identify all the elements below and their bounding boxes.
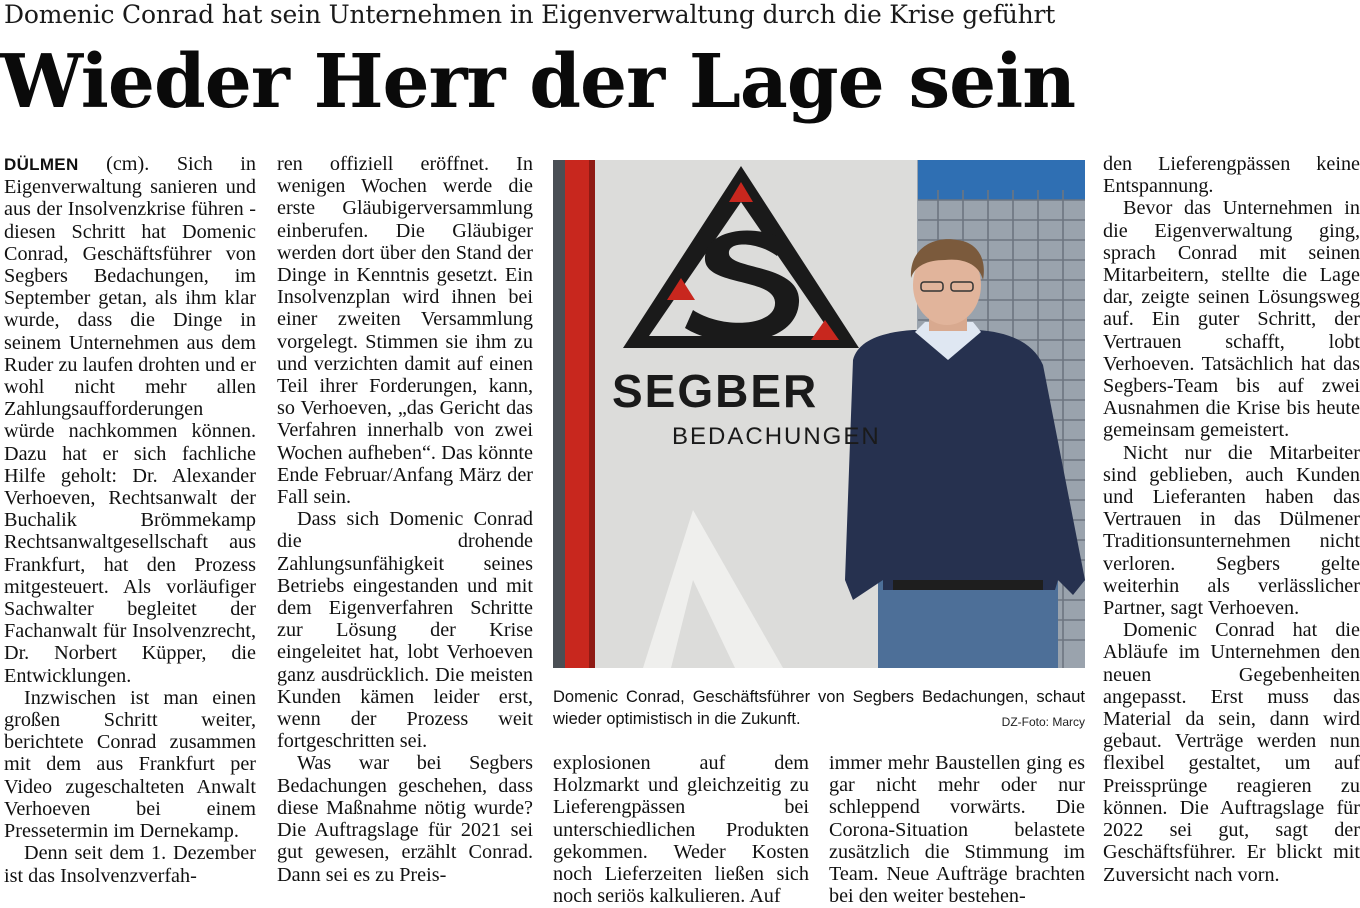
sign-brand-text: SEGBER <box>612 365 819 417</box>
article-kicker: Domenic Conrad hat sein Unternehmen in Eigenverwaltung durch die Krise geführt <box>4 0 1056 29</box>
paragraph: den Lieferengpässen keine Entspannung. <box>1103 153 1360 198</box>
article-headline: Wieder Herr der Lage sein <box>0 39 1076 125</box>
paragraph: Denn seit dem 1. Dezember ist das Insolvenzverfah- <box>4 842 256 887</box>
article-column-3 <box>553 752 809 908</box>
paragraph: explosionen auf dem Holzmarkt und gleichzeitig zu Lieferengpässen bei unterschiedlichen Produkten gekommen. Weder Kosten noch Lieferzeiten ließen sich noch seriös kalkulieren. Auf <box>553 752 809 908</box>
paragraph: Domenic Conrad hat die Abläufe im Unternehmen den neuen Gegebenheiten angepasst. Erst muss das Material da sein, dann wird gebaut. Verträge werden nun flexibel gestaltet, um auf Preissprünge reagieren zu können. Die Auftragslage für 2022 sei gut, sagt der Geschäftsführer. Er blickt mit Zuversicht nach vorn. <box>1103 619 1360 886</box>
paragraph: immer mehr Baustellen ging es gar nicht mehr oder nur schleppend vorwärts. Die Corona-Situation belastete zusätzlich die Stimmung im Team. Neue Aufträge brachten bei den weiter bestehen- <box>829 752 1085 908</box>
article-column-1 <box>4 153 256 908</box>
photo-credit: DZ-Foto: Marcy <box>1001 715 1085 729</box>
dateline: DÜLMEN <box>4 155 79 174</box>
paragraph: Bevor das Unternehmen in die Eigenverwaltung ging, sprach Conrad mit seinen Mitarbeitern, stellte die Lage dar, zeigte seinen Lösungsweg auf. Ein guter Schritt, der Vertrauen schafft, lobt Verhoeven. Tatsächlich hat das Segbers-Team bis auf zwei Ausnahmen die Krise bis heute gemeinsam gemeistert. <box>1103 197 1360 442</box>
paragraph-text: (cm). Sich in Eigenverwaltung sanieren und aus der Insolvenzkrise führen - diesen Schritt hat Domenic Conrad, Geschäftsführer von Segbers Bedachungen, im September getan, als ihm klar wurde, dass die Dinge in seinem Unternehmen aus dem Ruder zu laufen drohten und er wohl nicht mehr allen Zahlungsaufforderungen würde nachkommen können. Dazu hat er sich fachliche Hilfe geholt: Dr. Alexander Verhoeven, Rechtsanwalt der Buchalik Brömmekamp Rechtsanwaltgesellschaft aus Frankfurt, hat den Prozess mitgesteuert. Als vorläufiger Sachwalter begleitet der Fachanwalt für Insolvenzrecht, Dr. Norbert Küpper, die Entwicklungen. <box>4 153 256 687</box>
photo-caption: Domenic Conrad, Geschäftsführer von Segbers Bedachungen, schaut wieder optimistisch in die Zukunft. <box>553 688 1085 728</box>
article-column-5 <box>1103 153 1360 908</box>
article-column-4 <box>829 752 1085 908</box>
paragraph <box>4 153 256 687</box>
article-column-2 <box>277 153 533 908</box>
paragraph: Nicht nur die Mitarbeiter sind geblieben, auch Kunden und Lieferanten haben das Vertrauen in das Dülmener Traditionsunternehmen nicht verloren. Segbers gelte weiterhin als verlässlicher Partner, sagt Verhoeven. <box>1103 441 1360 620</box>
paragraph: Dass sich Domenic Conrad die drohende Zahlungsunfähigkeit seines Betriebs eingestanden und mit dem Eigenverfahren Schritte zur Lösung der Krise eingeleitet hat, lobt Verhoeven ganz ausdrücklich. Die meisten Kunden kämen leider erst, wenn der Prozess weit fortgeschritten sei. <box>277 508 533 753</box>
sign-sub-text: BEDACHUNGEN <box>672 423 881 450</box>
paragraph: ren offiziell eröffnet. In wenigen Wochen werde die erste Gläubigerversammlung einberufen. Die Gläubiger werden dort über den Stand der Dinge in Kenntnis gesetzt. Ein Insolvenzplan wird ihnen bei einer zweiten Versammlung vorgelegt. Stimmen sie ihm zu und verzichten damit auf einen Teil ihrer Forderungen, kann, so Verhoeven, „das Gericht das Verfahren innerhalb von zwei Wochen aufheben“. Das könnte Ende Februar/Anfang März der Fall sein. <box>277 153 533 509</box>
paragraph: Was war bei Segbers Bedachungen geschehen, dass diese Maßnahme nötig wurde? Die Auftragslage für 2021 sei gut gewesen, erzählt Conrad. Dann sei es zu Preis- <box>277 752 533 886</box>
paragraph: Inzwischen ist man einen großen Schritt weiter, berichtete Conrad zusammen mit dem aus Frankfurt per Video zugeschalteten Anwalt Verhoeven bei einem Pressetermin im Dernekamp. <box>4 686 256 843</box>
